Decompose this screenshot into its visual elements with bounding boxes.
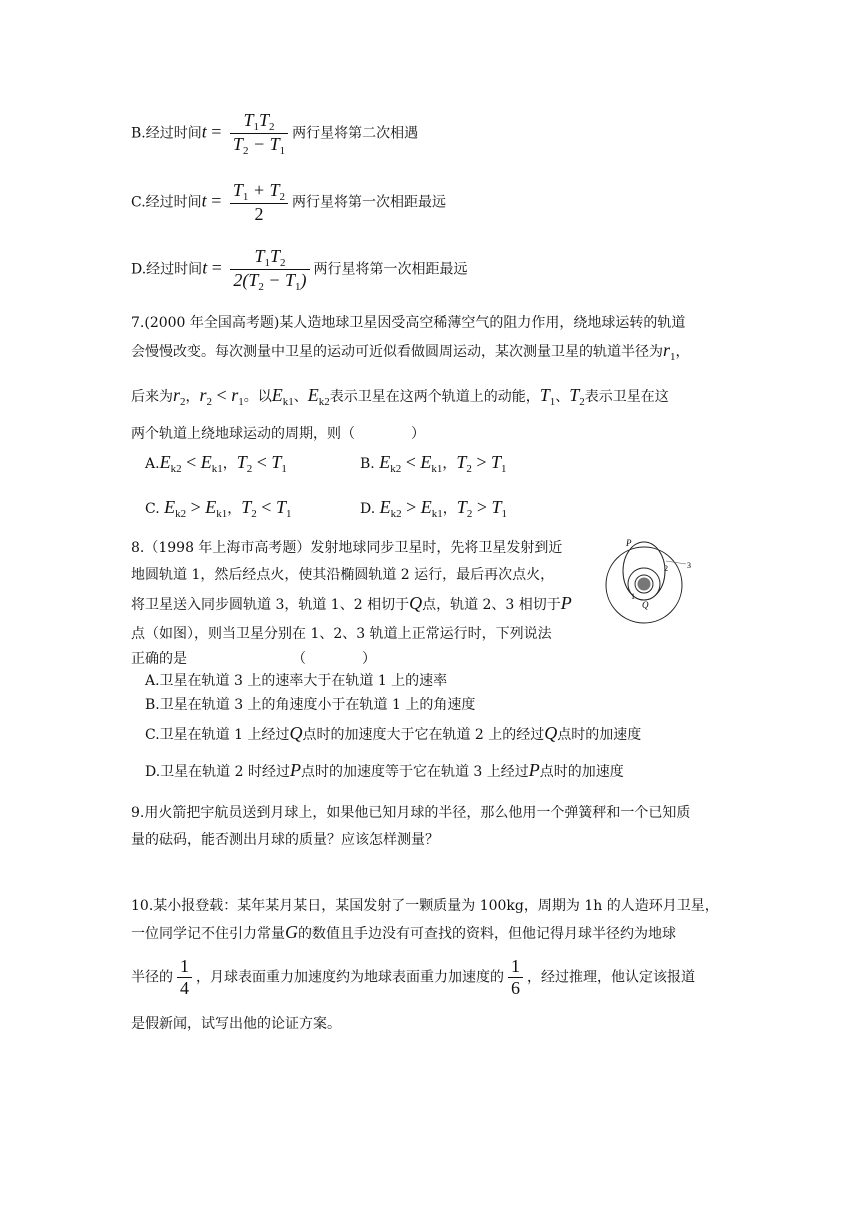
fraction: $\frac{T_1 + T_2}{2}$ bbox=[230, 180, 288, 225]
text: ，经过推理，他认定该报道 bbox=[527, 969, 695, 986]
leader-3 bbox=[666, 561, 686, 564]
math-var: $r_1$ bbox=[663, 340, 676, 363]
q8-line2: 地圆轨道 1，然后经点火，使其沿椭圆轨道 2 运行，最后再次点火， bbox=[131, 567, 555, 583]
q8-line4: 点（如图），则当卫星分别在 1、2、3 轨道上正常运行时，下列说法 bbox=[131, 626, 552, 642]
q7-line2: 会慢慢改变。每次测量中卫星的运动可近似看做圆周运动，某次测量卫星的轨道半径为$r_1$， bbox=[131, 340, 690, 363]
option-text: D.经过时间 bbox=[131, 261, 203, 278]
option-letter: D. bbox=[360, 501, 376, 517]
q6-option-c bbox=[131, 180, 446, 225]
option-text: B.经过时间 bbox=[131, 125, 202, 142]
option-letter: B. bbox=[360, 456, 375, 472]
q10-line2: 一位同学记不住引力常量G的数值且手边没有可查找的资料，但他记得月球半径约为地球 bbox=[131, 922, 676, 942]
q7-line4: 两个轨道上绕地球运动的周期，则（ ） bbox=[131, 426, 425, 442]
earth-core bbox=[638, 578, 651, 591]
q8-option-a: A.卫星在轨道 3 上的速率大于在轨道 1 上的速率 bbox=[145, 673, 448, 689]
math-var: t bbox=[201, 121, 207, 142]
label-2: 2 bbox=[664, 564, 668, 573]
option-text: 两行星将第二次相遇 bbox=[292, 125, 419, 142]
q7-option-a: $A.E_{k2} < E_{k1}$，$T_2 < T_1$ bbox=[145, 452, 287, 475]
label-1: 1 bbox=[631, 592, 635, 601]
q10-line4: 是假新闻，试写出他的论证方案。 bbox=[131, 1016, 341, 1032]
text: D.卫星在轨道 2 时经过 bbox=[145, 764, 290, 780]
text: 点时的加速度大于它在轨道 2 上的经过 bbox=[302, 727, 545, 743]
q8-option-b: B.卫星在轨道 3 上的角速度小于在轨道 1 上的角速度 bbox=[145, 697, 476, 713]
q6-option-d bbox=[131, 246, 468, 293]
fraction: $\frac{T_1T_2}{2(T_2 - T_1)}$ bbox=[230, 246, 309, 293]
fraction-one-sixth: $\frac{1}{6}$ bbox=[508, 956, 523, 999]
q6-option-b bbox=[131, 110, 418, 157]
text: 点时的加速度 bbox=[557, 727, 642, 743]
text: 的数值且手边没有可查找的资料，但他记得月球半径约为地球 bbox=[298, 926, 676, 942]
label-3: 3 bbox=[687, 561, 691, 570]
q7-option-c: C. $E_{k2} > E_{k1}$，$T_2 < T_1$ bbox=[145, 497, 292, 520]
text: 点时的加速度 bbox=[539, 764, 624, 780]
fraction: $\frac{T_1T_2}{T_2 - T_1}$ bbox=[230, 110, 288, 157]
q7-line1: 7.(2000 年全国高考题)某人造地球卫星因受高空稀薄空气的阻力作用，绕地球运转的轨道 bbox=[131, 315, 686, 331]
q7-option-b: B. $E_{k2} < E_{k1}$，$T_2 > T_1$ bbox=[360, 452, 507, 475]
text: 表示卫星在这两个轨道上的动能， bbox=[329, 389, 540, 405]
text: 点时的加速度等于它在轨道 3 上经过 bbox=[300, 764, 529, 780]
fraction-one-quarter: $\frac{1}{4}$ bbox=[177, 956, 192, 999]
option-text: C.经过时间 bbox=[131, 194, 202, 211]
math-var: t bbox=[202, 257, 208, 278]
orbit-diagram bbox=[604, 535, 694, 629]
text: 会慢慢改变。每次测量中卫星的运动可近似看做圆周运动，某次测量卫星的轨道半径为 bbox=[131, 344, 663, 360]
q8-line3: 将卫星送入同步圆轨道 3，轨道 1、2 相切于Q点，轨道 2、3 相切于P bbox=[131, 593, 572, 613]
math-var: t bbox=[201, 190, 207, 211]
option-text: 两行星将第一次相距最远 bbox=[313, 261, 468, 278]
text: 后来为 bbox=[131, 389, 173, 405]
q7-line3: 后来为$r_2$，$r_2 < r_1$。以$E_{k1}$、$E_{k2}$表示卫星在这两个轨道上的动能，$T_1$、$T_2$表示卫星在这 bbox=[131, 385, 669, 408]
text: 半径的 bbox=[131, 969, 173, 986]
q8-option-c: C.卫星在轨道 1 上经过Q点时的加速度大于它在轨道 2 上的经过Q点时的加速度 bbox=[145, 723, 642, 743]
text: 表示卫星在这 bbox=[584, 389, 669, 405]
option-letter: A. bbox=[145, 456, 160, 472]
text: 点，轨道 2、3 相切于 bbox=[422, 597, 561, 613]
math-op: = bbox=[206, 121, 226, 142]
label-Q: Q bbox=[642, 600, 649, 610]
text: 一位同学记不住引力常量 bbox=[131, 926, 285, 942]
q10-line3 bbox=[131, 956, 695, 999]
q7-option-d: D. $E_{k2} > E_{k1}$，$T_2 > T_1$ bbox=[360, 497, 507, 520]
math-op: = bbox=[207, 257, 227, 278]
text: C.卫星在轨道 1 上经过 bbox=[145, 727, 290, 743]
q8-line5: 正确的是 （ ） bbox=[131, 651, 376, 667]
label-P: P bbox=[626, 538, 632, 548]
text: 。以 bbox=[243, 389, 272, 405]
option-letter: C. bbox=[145, 501, 160, 517]
math-op: = bbox=[206, 190, 226, 211]
q9-line1: 9.用火箭把宇航员送到月球上，如果他已知月球的半径，那么他用一个弹簧秤和一个已知质 bbox=[131, 805, 691, 821]
q8-line1: 8.（1998 年上海市高考题）发射地球同步卫星时，先将卫星发射到近 bbox=[131, 540, 563, 556]
q9-line2: 量的砝码，能否测出月球的质量？应该怎样测量？ bbox=[131, 832, 439, 848]
q10-line1: 10.某小报登载：某年某月某日，某国发射了一颗质量为 100kg，周期为 1h 的人造环月卫星， bbox=[131, 898, 719, 914]
text: 将卫星送入同步圆轨道 3，轨道 1、2 相切于 bbox=[131, 597, 410, 613]
option-text: 两行星将第一次相距最远 bbox=[292, 194, 447, 211]
q8-option-d: D.卫星在轨道 2 时经过P点时的加速度等于它在轨道 3 上经过P点时的加速度 bbox=[145, 760, 624, 780]
text: ，月球表面重力加速度约为地球表面重力加速度的 bbox=[196, 969, 504, 986]
